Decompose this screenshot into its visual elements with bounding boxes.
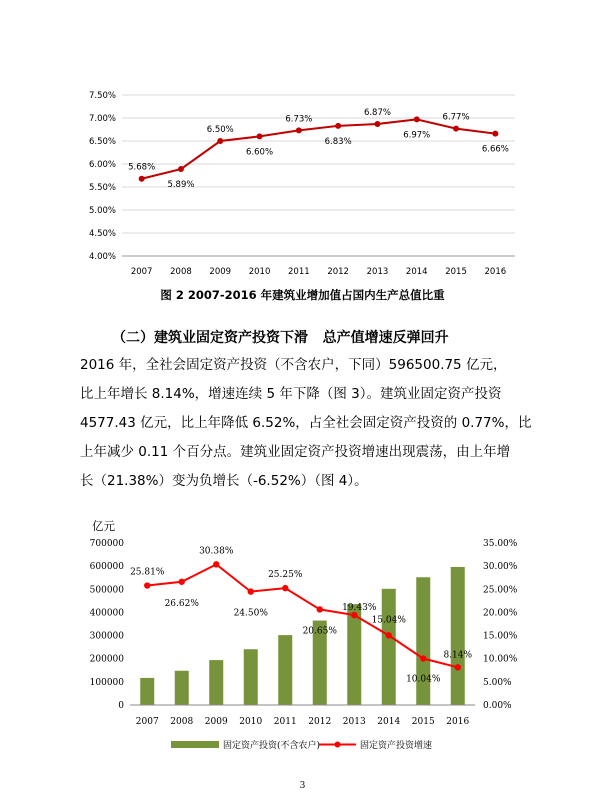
chart2-point: [420, 655, 426, 661]
chart2-bar: [244, 649, 258, 705]
chart2-bar: [451, 567, 465, 705]
section-heading: （二）建筑业固定资产投资下滑 总产值增速反弹回升: [112, 330, 449, 346]
chart1-x-tick: 2007: [130, 267, 153, 277]
chart1-data-label: 5.68%: [128, 162, 156, 173]
chart1-data-label: 6.77%: [442, 112, 470, 123]
chart1-point: [414, 116, 420, 122]
chart1-y-tick: 7.00%: [88, 114, 116, 124]
chart2-point: [179, 579, 185, 585]
chart2-left-tick: 0: [118, 701, 124, 711]
chart2-right-tick: 15.00%: [483, 631, 518, 642]
chart2-right-tick: 5.00%: [483, 677, 512, 688]
chart2-series-line: [147, 564, 458, 667]
chart2-x-tick: 2015: [411, 717, 435, 727]
chart1-data-label: 6.97%: [403, 130, 431, 141]
chart2-left-tick: 300000: [89, 631, 124, 642]
chart2-x-tick: 2010: [239, 717, 263, 727]
chart1-data-label: 6.66%: [481, 144, 509, 155]
chart2-left-tick: 100000: [89, 677, 124, 688]
chart2-x-tick: 2016: [446, 717, 470, 727]
chart2-point: [282, 585, 288, 591]
chart2-legend: [171, 739, 432, 751]
chart1-y-axis: [89, 91, 116, 262]
chart-line-gdp-share: [89, 91, 515, 277]
chart1-point: [374, 121, 380, 127]
chart2-right-tick: 0.00%: [483, 701, 512, 711]
page-number: 3: [299, 781, 306, 791]
chart2-point: [455, 664, 461, 670]
chart2-bar: [278, 635, 292, 705]
chart1-series-line: [142, 119, 496, 178]
chart1-y-tick: 5.00%: [88, 206, 116, 216]
chart2-data-label: 8.14%: [443, 650, 473, 661]
chart1-point: [139, 176, 145, 182]
chart1-x-tick: 2016: [484, 267, 507, 277]
body-paragraph: [80, 351, 532, 496]
chart1-point: [296, 127, 302, 133]
chart2-bar: [175, 671, 189, 705]
chart2-x-tick: 2013: [342, 717, 366, 727]
chart1-point: [178, 166, 184, 172]
chart2-right-tick: 10.00%: [483, 654, 518, 665]
chart1-point: [492, 131, 498, 137]
chart2-point: [317, 606, 323, 612]
chart2-right-axis: [483, 539, 518, 711]
chart2-x-axis: [136, 717, 470, 727]
chart2-x-tick: 2007: [135, 717, 159, 727]
chart1-point: [257, 133, 263, 139]
chart2-point: [386, 632, 392, 638]
chart2-x-tick: 2011: [273, 717, 297, 727]
chart1-y-tick: 6.50%: [88, 137, 116, 147]
chart1-y-tick: 6.00%: [88, 160, 116, 170]
paragraph-line: 2016 年，全社会固定资产投资（不含农户，下同）596500.75 亿元，: [80, 357, 507, 373]
chart1-x-tick: 2011: [288, 267, 310, 277]
chart2-bar: [347, 604, 361, 705]
chart2-x-tick: 2008: [170, 717, 194, 727]
chart2-data-label: 25.81%: [130, 567, 165, 578]
chart2-data-label: 15.04%: [371, 615, 406, 626]
chart2-data-label: 19.43%: [342, 603, 377, 614]
chart1-x-tick: 2009: [209, 267, 232, 277]
chart1-y-tick: 4.00%: [88, 252, 116, 262]
chart2-left-tick: 600000: [89, 562, 124, 573]
chart2-x-tick: 2009: [204, 717, 228, 727]
chart1-y-tick: 7.50%: [88, 91, 116, 101]
chart2-right-tick: 35.00%: [483, 539, 518, 549]
chart1-point: [217, 138, 223, 144]
chart2-bar: [416, 577, 430, 705]
chart2-data-label: 10.04%: [406, 674, 441, 685]
legend-label-line: 固定资产投资增速: [360, 741, 433, 751]
chart2-data-label: 26.62%: [164, 598, 199, 609]
chart1-y-tick: 4.50%: [88, 229, 116, 239]
chart2-right-tick: 30.00%: [483, 562, 518, 573]
chart2-point: [144, 582, 150, 588]
chart2-bar: [209, 660, 223, 705]
chart2-left-tick: 500000: [89, 585, 124, 596]
chart1-x-tick: 2012: [327, 267, 349, 277]
chart2-y-unit-label: 亿元: [92, 519, 115, 533]
chart1-data-labels: [128, 108, 509, 190]
chart2-data-label: 30.38%: [199, 546, 234, 557]
chart2-data-label: 20.65%: [302, 626, 337, 637]
paragraph-line: 长（21.38%）变为负增长（-6.52%）（图 4）。: [80, 473, 368, 489]
chart1-x-tick: 2015: [445, 267, 467, 277]
chart1-data-label: 6.60%: [246, 147, 274, 158]
chart2-left-tick: 400000: [89, 608, 124, 619]
chart2-point: [248, 588, 254, 594]
chart1-data-label: 6.87%: [363, 107, 391, 118]
chart1-x-tick: 2010: [248, 267, 271, 277]
paragraph-line: 比上年增长 8.14%，增速连续 5 年下降（图 3）。建筑业固定资产投资: [80, 386, 502, 402]
chart2-data-label: 25.25%: [268, 570, 303, 581]
chart1-point: [453, 126, 459, 132]
legend-swatch-marker: [335, 742, 341, 748]
chart2-data-label: 24.50%: [233, 608, 268, 619]
chart2-right-tick: 20.00%: [483, 608, 518, 619]
chart1-data-label: 6.50%: [206, 125, 234, 135]
chart1-x-tick: 2008: [170, 267, 192, 277]
chart1-point: [335, 123, 341, 129]
chart2-left-tick: 200000: [89, 654, 124, 665]
chart1-x-tick: 2013: [366, 267, 389, 277]
chart2-left-axis: [90, 539, 125, 711]
legend-swatch-bar: [171, 741, 219, 748]
chart-bar-line-investment: [90, 519, 518, 751]
chart1-y-tick: 5.50%: [88, 183, 116, 193]
chart2-bar: [140, 678, 154, 705]
figure-2-caption: 图 2 2007-2016 年建筑业增加值占国内生产总值比重: [160, 288, 445, 302]
legend-label-bar: 固定资产投资(不含农户): [223, 741, 321, 751]
chart2-point: [213, 561, 219, 567]
paragraph-line: 4577.43 亿元，比上年降低 6.52%，占全社会固定资产投资的 0.77%，比: [80, 415, 532, 431]
chart1-data-label: 6.73%: [285, 114, 313, 125]
chart1-data-label: 5.89%: [167, 180, 195, 191]
chart2-bar: [382, 589, 396, 705]
chart2-right-tick: 25.00%: [483, 585, 518, 596]
chart2-x-tick: 2014: [377, 717, 401, 727]
chart1-x-tick: 2014: [405, 267, 428, 277]
chart2-left-tick: 700000: [89, 539, 124, 549]
paragraph-line: 上年减少 0.11 个百分点。建筑业固定资产投资增速出现震荡，由上年增: [80, 444, 511, 460]
chart2-x-tick: 2012: [308, 717, 332, 727]
chart1-x-axis: [131, 267, 506, 277]
chart1-data-label: 6.83%: [324, 136, 352, 147]
